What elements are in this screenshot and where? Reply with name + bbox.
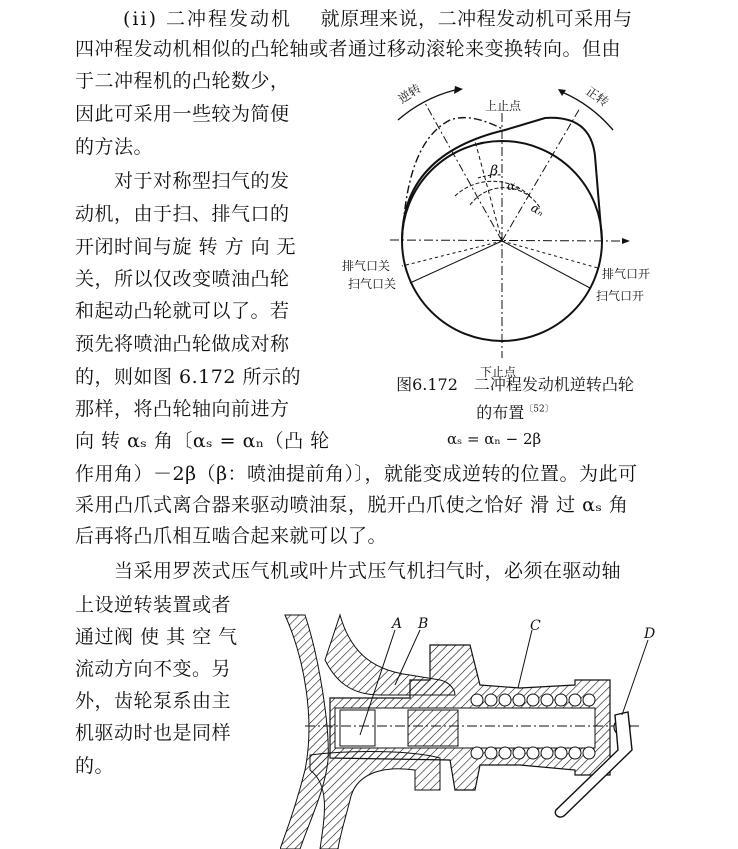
label-scavenge-open: 扫气口开	[596, 289, 645, 303]
caption-line-2: 的布置	[476, 403, 525, 422]
label-exhaust-close: 排气口关	[342, 259, 391, 273]
paragraph-line: 当采用罗茨式压气机或叶片式压气机扫气时，必须在驱动轴	[75, 560, 622, 582]
label-alpha-n: αₙ	[528, 200, 547, 220]
paragraph-line: 的，则如图 6.172 所示的	[75, 366, 301, 388]
casting-wall-left	[280, 615, 328, 849]
ray-beta	[475, 141, 502, 241]
figure-formula: αₛ = αₙ − 2β	[447, 430, 542, 448]
ray-exhaust-close	[402, 241, 502, 266]
text-run: 就原理来说，二冲程发动机可采用与	[320, 8, 633, 30]
label-d: D	[644, 626, 656, 642]
label-beta: β	[490, 163, 499, 179]
label-a: A	[392, 616, 403, 632]
section-heading: (ii) 二冲程发动机	[123, 8, 293, 30]
valve-head	[340, 710, 375, 746]
arrowhead	[454, 86, 463, 94]
label-scavenge-close: 扫气口关	[348, 277, 397, 291]
paragraph-line: 四冲程发动机相似的凸轮轴或者通过移动滚轮来变换转向。但由	[75, 38, 622, 60]
paragraph-line: 作用角）－2β（β：喷油提前角）〕，就能变成逆转的位置。为此可	[75, 463, 638, 485]
arrowhead	[622, 238, 630, 244]
label-b: B	[418, 616, 429, 632]
label-bdc: 下止点	[480, 365, 517, 378]
label-alpha-s: αₛ	[507, 179, 520, 193]
leader-d	[622, 640, 648, 715]
paragraph-line: 和起动凸轮就可以了。若	[75, 300, 290, 322]
casting-wall-lower	[310, 752, 440, 849]
cam-diagram	[330, 78, 670, 378]
paragraph-line: 机驱动时也是同样	[75, 722, 232, 744]
paragraph-line: 通过阀 使 其 空 气	[75, 626, 238, 648]
paragraph-line: 动机，由于扫、排气口的	[75, 203, 290, 225]
figure-caption	[355, 372, 675, 395]
caption-line-1: 图6.172 二冲程发动机逆转凸轮	[396, 375, 634, 394]
leader-c	[518, 630, 532, 688]
paragraph-line: 那样，将凸轮轴向前进方	[75, 398, 290, 420]
paragraph-line: 外，齿轮泵系由主	[75, 690, 232, 712]
paragraph-line: 上设逆转装置或者	[75, 594, 232, 616]
paragraph-line: 后再将凸爪相互啮合起来就可以了。	[75, 525, 388, 547]
arc-alpha-n	[470, 188, 540, 208]
label-c: C	[530, 618, 541, 634]
paragraph-line: 开闭时间与旋 转 方 向 无	[75, 236, 297, 258]
centerline-horizontal	[390, 240, 622, 241]
paragraph-line	[75, 8, 665, 30]
paragraph-line: 关，所以仅改变喷油凸轮	[75, 268, 290, 290]
ray-scavenge-close	[410, 241, 502, 283]
paragraph-line: 的方法。	[75, 136, 154, 158]
ray-scavenge-open	[502, 241, 590, 288]
paragraph-line: 向 转 αₛ 角〔αₛ = αₙ（凸 轮	[75, 430, 330, 452]
label-tdc: 上止点	[485, 99, 522, 113]
label-reverse: 逆转	[395, 81, 424, 107]
figure-caption-2	[355, 400, 675, 423]
label-exhaust-open: 排气口开	[602, 267, 651, 281]
paragraph-line: 采用凸爪式离合器来驱动喷油泵，脱开凸爪使之恰好 滑 过 αₛ 角	[75, 494, 629, 516]
valve-section-diagram	[280, 600, 720, 849]
ray-exhaust-open	[502, 241, 598, 268]
paragraph-line: 于二冲程机的凸轮数少，	[75, 70, 290, 92]
paragraph-line: 因此可采用一些较为简便	[75, 103, 290, 125]
label-forward: 正转	[583, 83, 611, 110]
paragraph-line: 对于对称型扫气的发	[75, 170, 290, 192]
paragraph-line: 的。	[75, 755, 115, 777]
caption-reference: 〔52〕	[524, 404, 554, 415]
paragraph-line: 流动方向不变。另	[75, 658, 232, 680]
paragraph-line: 预先将喷油凸轮做成对称	[75, 333, 290, 355]
reverse-cam-profile	[402, 118, 505, 241]
valve-stem-guide	[408, 710, 458, 746]
